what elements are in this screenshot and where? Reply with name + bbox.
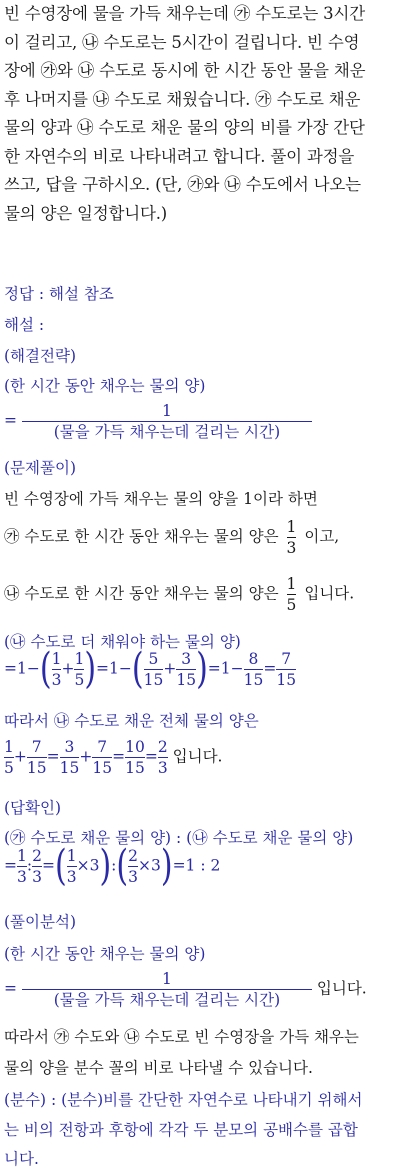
numerator: 1 (286, 575, 297, 593)
solve-line-2 (4, 518, 339, 557)
equals: = (4, 411, 17, 430)
problem-line: 물의 양과 ㉯ 수도로 채운 물의 양의 비를 가장 간단 (4, 118, 365, 137)
fraction (125, 738, 145, 777)
equals: = (263, 659, 277, 678)
solve-text: ㉮ 수도로 한 시간 동안 채우는 물의 양은 (4, 527, 279, 546)
calc-line-1: =1−( $\frac{1}{3}$ + $\frac{1}{5}$ )=1−( $\frac{5}{15}$ + $\frac{3}{15}$ )=1− $\frac{8}{15}$ = $\frac{7}{15}$ (4, 644, 297, 694)
equals: = (112, 747, 126, 766)
check-tag: (답확인) (4, 799, 62, 817)
denominator: (물을 가득 채우는데 걸리는 시간) (53, 991, 281, 1009)
equals: = (46, 747, 60, 766)
calc-line-3: = $\frac{1}{3}$ : $\frac{2}{3}$ =( $\frac{1}{3}$ ×3):( $\frac{2}{3}$ ×3)=1 : 2 (4, 841, 221, 891)
numerator: 1 (17, 847, 27, 865)
calc-line-2 (4, 738, 222, 777)
denominator: 15 (59, 759, 80, 777)
problem-line: 쓰고, 답을 구하시오. (단, ㉮와 ㉯ 수도에서 나오는 (4, 175, 361, 194)
colon: : (111, 856, 117, 875)
numerator: 1 (51, 650, 62, 668)
numerator: 1 (66, 847, 77, 865)
solve-tag: (문제풀이) (4, 459, 76, 477)
solve-text: ㉯ 수도로 한 시간 동안 채우는 물의 양은 (4, 584, 279, 603)
equals: = (4, 979, 17, 998)
denominator: 15 (276, 671, 297, 689)
fraction (17, 847, 27, 886)
denominator: 3 (32, 868, 42, 886)
strategy-formula (4, 402, 312, 441)
strategy-line: (한 시간 동안 채우는 물의 양) (4, 377, 206, 395)
denominator: 5 (4, 759, 14, 777)
problem-line: 물의 양은 일정합니다.) (4, 203, 168, 223)
analysis-line-3: 물의 양을 분수 꼴의 비로 나타낼 수 있습니다. (4, 1059, 313, 1077)
plus: + (163, 659, 177, 678)
analysis-end: 입니다. (316, 979, 367, 998)
fraction (144, 650, 164, 689)
problem-line: 빈 수영장에 물을 가득 채우는데 ㉮ 수도로는 3시간 (4, 4, 365, 23)
denominator: 15 (125, 759, 145, 777)
fraction (4, 738, 14, 777)
denominator: 15 (92, 759, 113, 777)
tip-line-2: 는 비의 전항과 후항에 각각 두 분모의 공배수를 곱합 (4, 1121, 358, 1139)
numerator: 7 (97, 738, 108, 756)
numerator: 2 (128, 847, 138, 865)
numerator: 1 (162, 402, 172, 420)
problem-line: 이 걸리고, ㉯ 수도로는 5시간이 걸립니다. 빈 수영 (4, 32, 360, 52)
tip-line-1: (분수) : (분수)비를 간단한 자연수로 나타내기 위해서 (4, 1091, 363, 1109)
problem-line: 장에 ㉮와 ㉯ 수도로 동시에 한 시간 동안 물을 채운 (4, 61, 366, 80)
problem-text (4, 0, 396, 228)
solve-line-3 (4, 575, 354, 614)
numerator: 3 (181, 650, 192, 668)
problem-line: 한 자연수의 비로 나타내려고 합니다. 풀이 과정을 (4, 146, 355, 166)
denominator: 5 (74, 671, 85, 689)
denominator: 15 (26, 759, 47, 777)
answer-line: 정답 : 해설 참조 (4, 285, 114, 303)
analysis-tag: (풀이분석) (4, 913, 76, 931)
solve-text-end: 입니다. (304, 584, 355, 603)
numerator: 1 (74, 650, 85, 668)
numerator: 1 (4, 738, 14, 756)
numerator: 3 (64, 738, 75, 756)
plus: + (61, 659, 75, 678)
fraction (128, 847, 138, 886)
times-three: ×3 (137, 856, 161, 875)
fraction-1-5 (287, 575, 297, 614)
fraction (244, 650, 264, 689)
check-line: (㉮ 수도로 채운 물의 양) : (㉯ 수도로 채운 물의 양) (4, 829, 354, 847)
solve-line-1: 빈 수영장에 가득 채우는 물의 양을 1이라 하면 (4, 490, 318, 508)
fraction (74, 650, 84, 689)
numerator: 7 (31, 738, 42, 756)
explain-label: 해설 : (4, 316, 45, 334)
problem-line: 후 나머지를 ㉯ 수도로 채웠습니다. ㉮ 수도로 채운 (4, 89, 361, 109)
calc-end: 입니다. (172, 747, 223, 766)
minus-term: =1− (4, 659, 40, 678)
equals: = (144, 747, 158, 766)
fraction (27, 738, 47, 777)
solve-line-4: (㉯ 수도로 더 채워야 하는 물의 양) (4, 633, 241, 651)
ratio-result: =1 : 2 (172, 856, 221, 875)
numerator: 2 (157, 738, 168, 756)
fraction (52, 650, 62, 689)
denominator: 15 (143, 671, 164, 689)
fraction (22, 402, 312, 441)
colon: : (26, 856, 33, 875)
solve-text-end: 이고, (304, 527, 340, 546)
analysis-formula (4, 970, 367, 1009)
numerator: 2 (32, 847, 42, 865)
denominator: 3 (128, 868, 138, 886)
fraction-1-3 (287, 518, 297, 557)
fraction (32, 847, 42, 886)
numerator: 10 (125, 738, 145, 756)
numerator: 5 (148, 650, 159, 668)
numerator: 8 (248, 650, 259, 668)
denominator: 3 (157, 759, 168, 777)
fraction (276, 650, 296, 689)
denominator: 15 (176, 671, 197, 689)
equals: = (4, 856, 17, 875)
numerator: 7 (281, 650, 292, 668)
fraction (60, 738, 80, 777)
fraction (158, 738, 168, 777)
minus-term: =1− (96, 659, 132, 678)
analysis-line-2: 따라서 ㉮ 수도와 ㉯ 수도로 빈 수영장을 가득 채우는 (4, 1028, 359, 1046)
denominator: 3 (51, 671, 62, 689)
fraction (176, 650, 196, 689)
fraction (92, 738, 112, 777)
plus: + (13, 747, 27, 766)
denominator: (물을 가득 채우는데 걸리는 시간) (53, 423, 281, 441)
denominator: 5 (286, 596, 297, 614)
solve-line-5: 따라서 ㉯ 수도로 채운 전체 물의 양은 (4, 712, 259, 730)
numerator: 1 (162, 970, 172, 988)
tip-line-3: 니다. (4, 1150, 39, 1168)
times-three: ×3 (76, 856, 100, 875)
numerator: 1 (286, 518, 297, 536)
denominator: 3 (66, 868, 77, 886)
denominator: 3 (17, 868, 27, 886)
analysis-line: (한 시간 동안 채우는 물의 양) (4, 945, 206, 963)
denominator: 3 (286, 539, 297, 557)
minus-term: =1− (207, 659, 244, 678)
equals: = (41, 856, 55, 875)
fraction (67, 847, 77, 886)
fraction (22, 970, 312, 1009)
denominator: 15 (243, 671, 264, 689)
strategy-tag: (해결전략) (4, 347, 76, 365)
plus: + (79, 747, 93, 766)
